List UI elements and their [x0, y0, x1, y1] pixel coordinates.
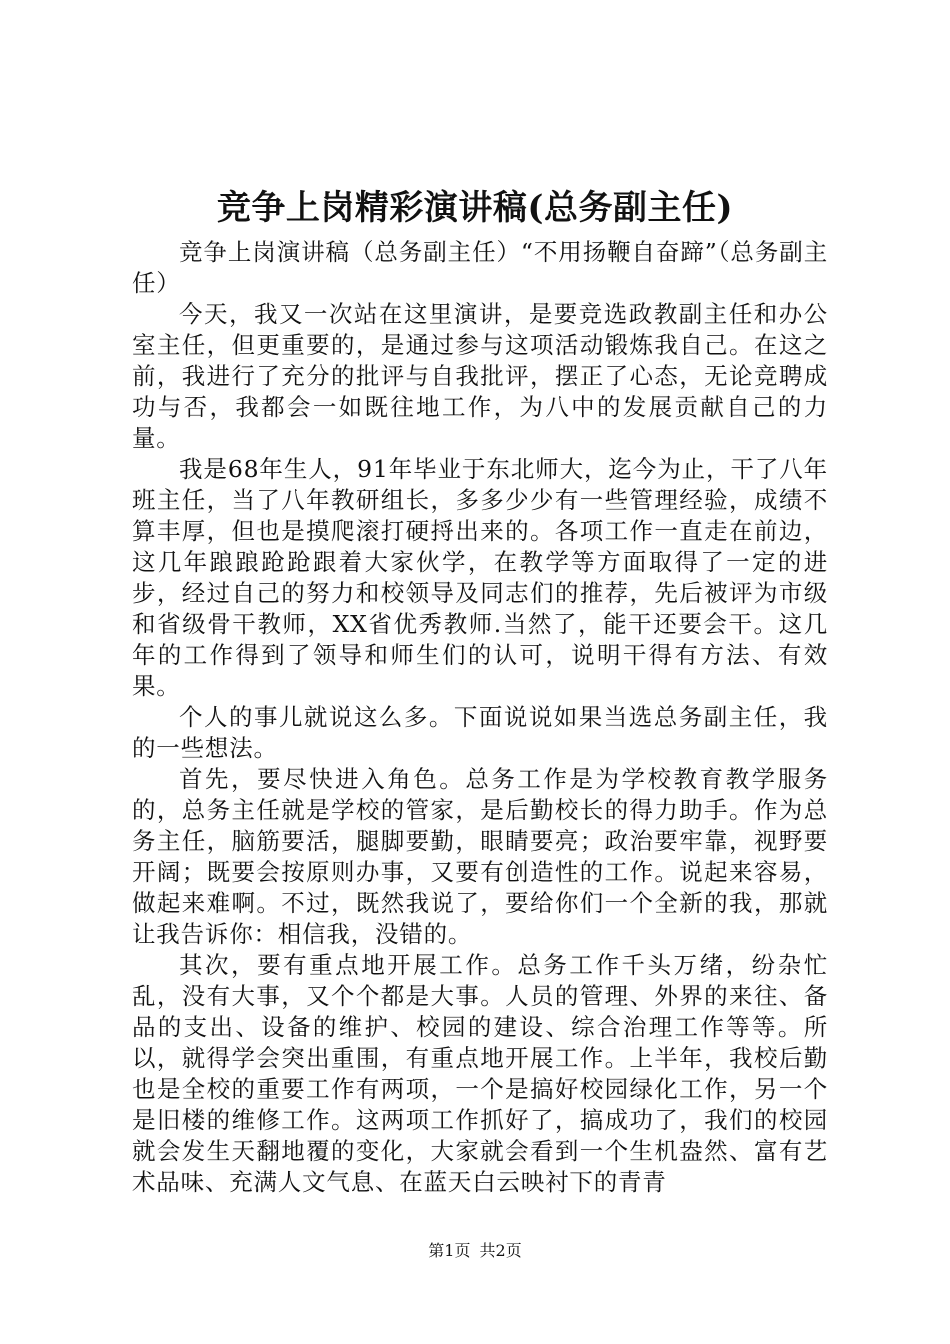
page-total: 共2页 — [479, 1241, 522, 1260]
paragraph-1: 竞争上岗演讲稿（总务副主任）“不用扬鞭自奋蹄”（总务副主任） — [132, 238, 828, 297]
paragraph-4: 个人的事儿就说这么多。下面说说如果当选总务副主任，我的一些想法。 — [132, 703, 828, 762]
page-number: 第1页 — [428, 1241, 471, 1260]
page-footer — [0, 1240, 950, 1262]
paragraph-5: 首先，要尽快进入角色。总务工作是为学校教育教学服务的，总务主任就是学校的管家，是后勤校长的得力助手。作为总务主任，脑筋要活，腿脚要勤，眼睛要亮；政治要牢靠，视野要开阔；既要会按原则办事，又要有创造性的工作。说起来容易，做起来难啊。不过，既然我说了，要给你们一个全新的我，那就让我告诉你：相信我，没错的。 — [132, 765, 828, 948]
document-body — [132, 237, 828, 1198]
document-title: 竞争上岗精彩演讲稿(总务副主任) — [216, 188, 734, 228]
paragraph-3: 我是68年生人，91年毕业于东北师大，迄今为止，干了八年班主任，当了八年教研组长，多多少少有一些管理经验，成绩不算丰厚，但也是摸爬滚打硬捋出来的。各项工作一直走在前边，这几年踉踉跄跄跟着大家伙学，在教学等方面取得了一定的进步，经过自己的努力和校领导及同志们的推荐，先后被评为市级和省级骨干教师，XX省优秀教师.当然了，能干还要会干。这几年的工作得到了领导和师生们的认可，说明干得有方法、有效果。 — [132, 455, 828, 700]
paragraph-6: 其次，要有重点地开展工作。总务工作千头万绪，纷杂忙乱，没有大事，又个个都是大事。人员的管理、外界的来往、备品的支出、设备的维护、校园的建设、综合治理工作等等。所以，就得学会突出重围，有重点地开展工作。上半年，我校后勤也是全校的重要工作有两项，一个是搞好校园绿化工作，另一个是旧楼的维修工作。这两项工作抓好了，搞成功了，我们的校园就会发生天翻地覆的变化，大家就会看到一个生机盎然、富有艺术品味、充满人文气息、在蓝天白云映衬下的青青 — [132, 951, 828, 1196]
paragraph-2: 今天，我又一次站在这里演讲，是要竞选政教副主任和办公室主任，但更重要的，是通过参与这项活动锻炼我自己。在这之前，我进行了充分的批评与自我批评，摆正了心态，无论竞聘成功与否，我都会一如既往地工作，为八中的发展贡献自己的力量。 — [132, 300, 828, 452]
